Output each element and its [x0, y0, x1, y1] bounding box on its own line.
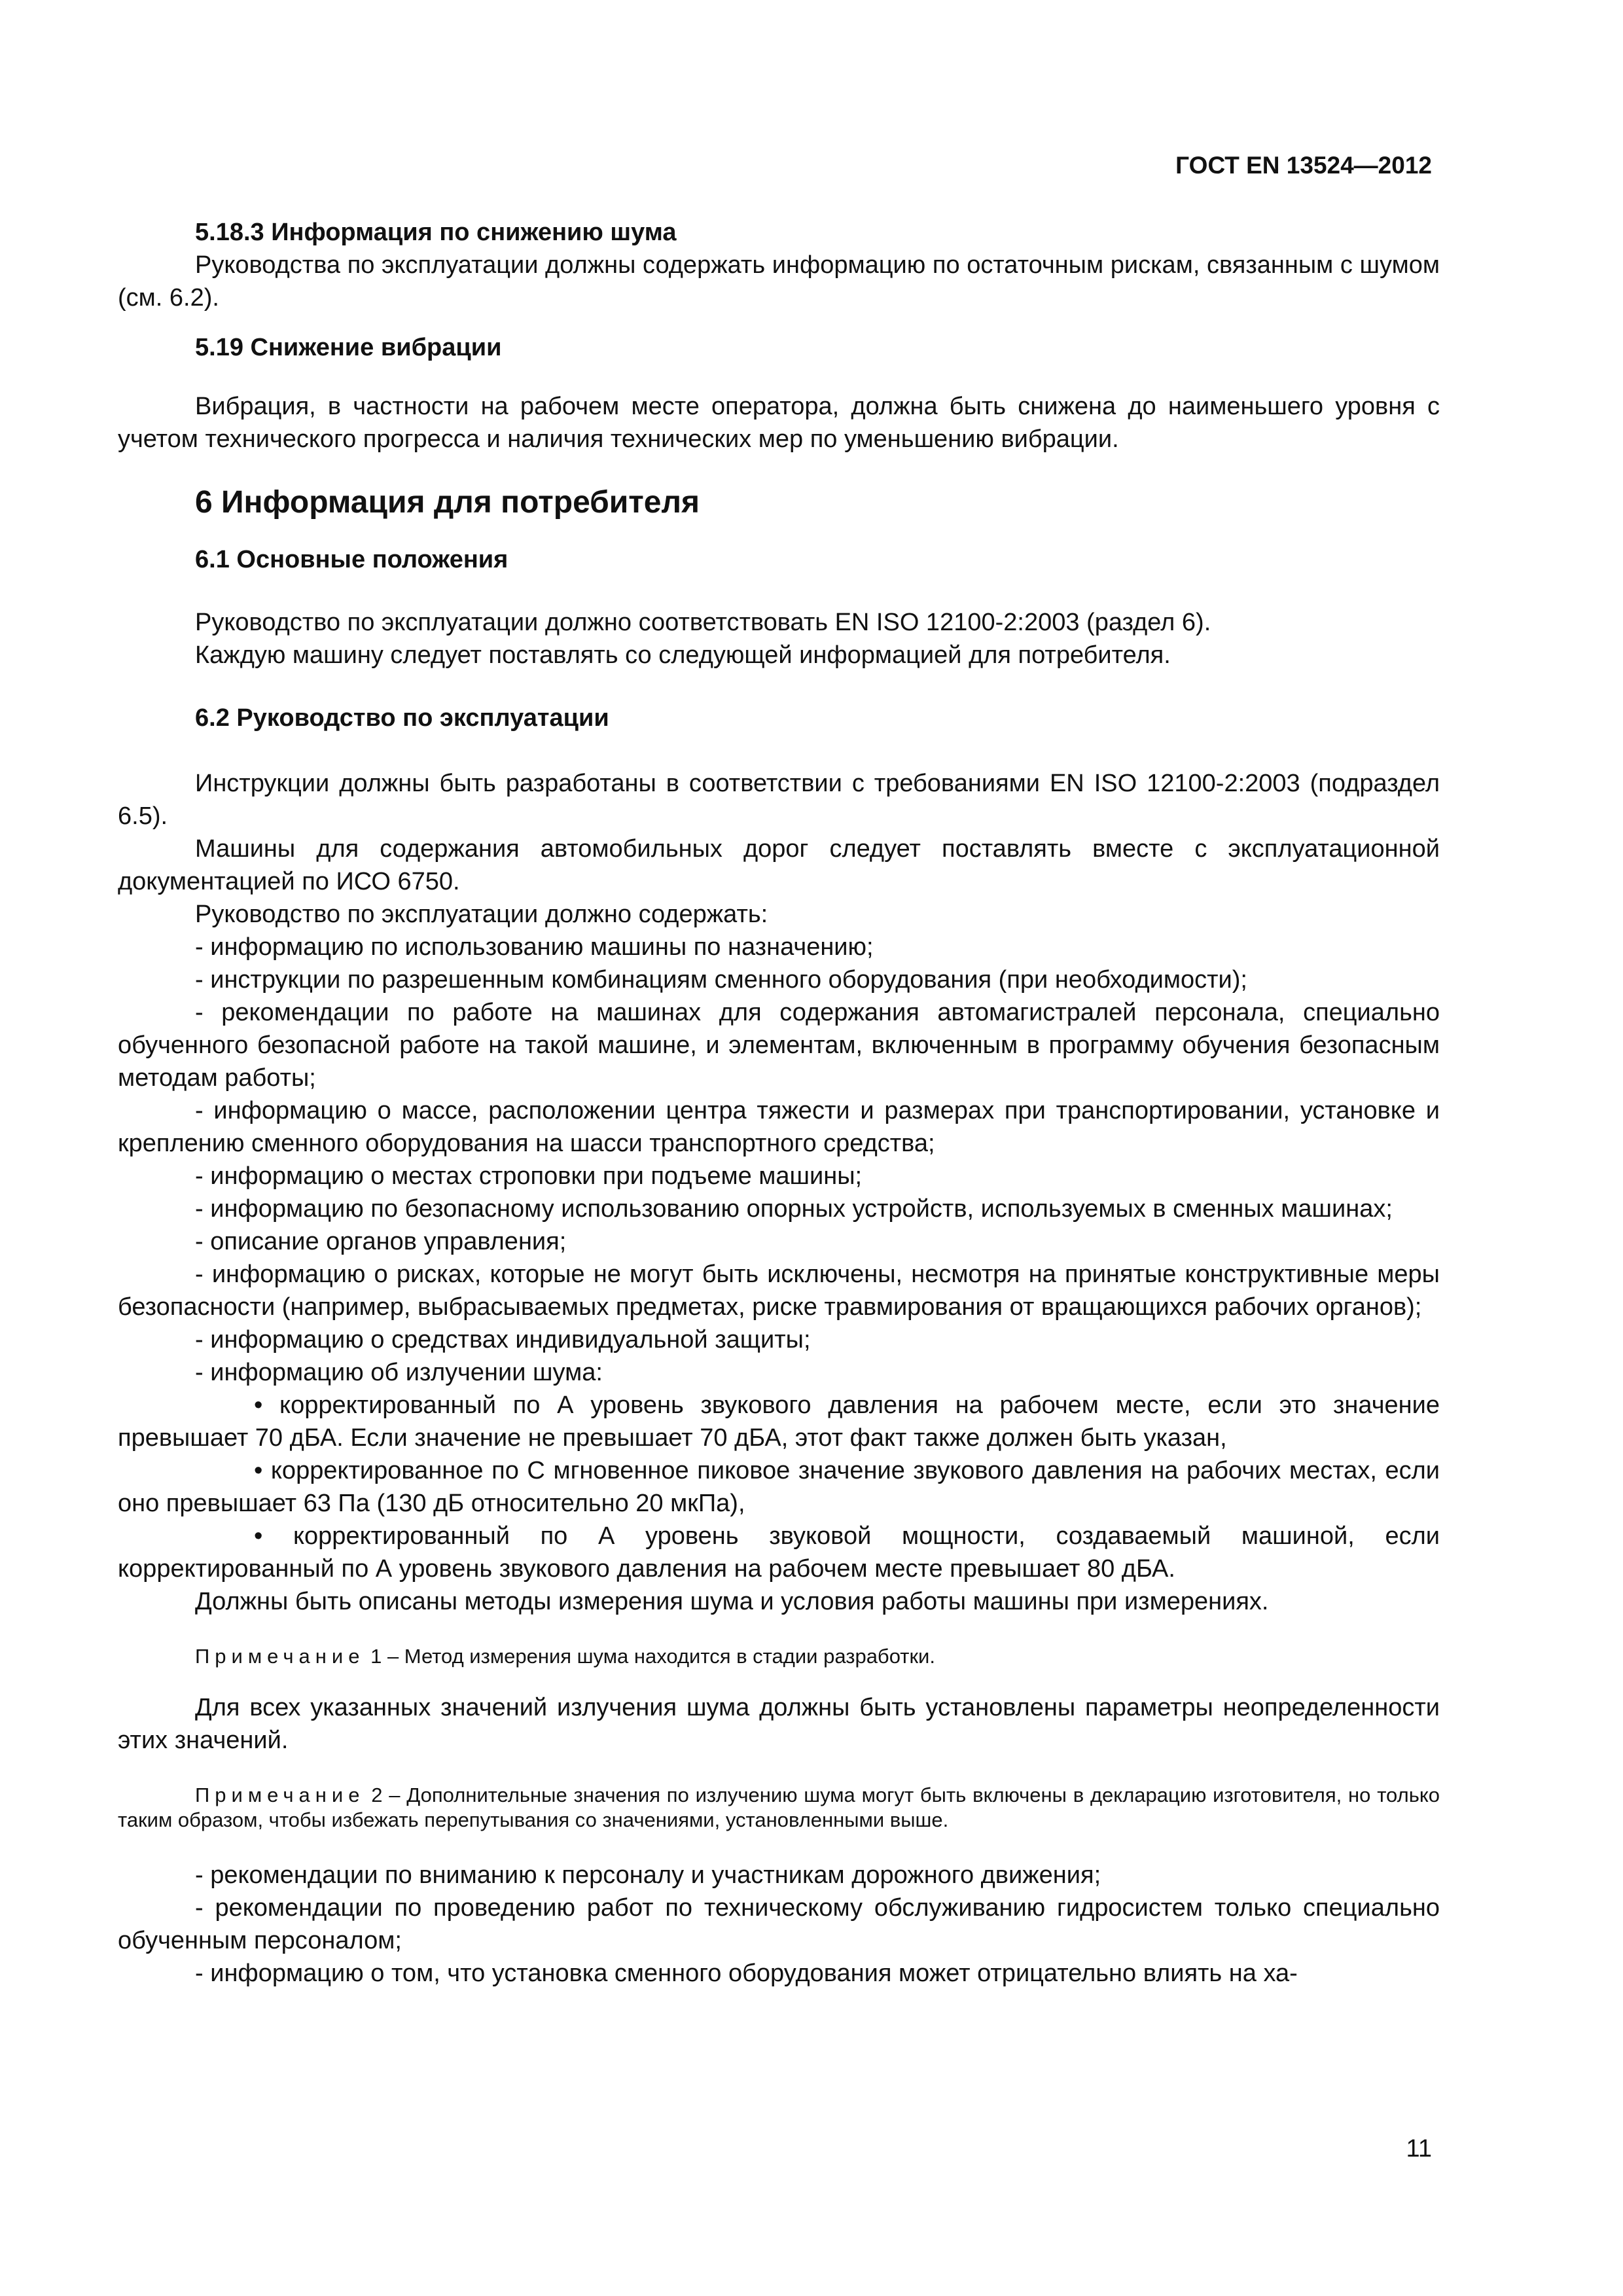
- note-number: 2: [371, 1784, 383, 1806]
- note-text: – Дополнительные значения по излучению шума могут быть включены в декларацию изготовителя, но только таким образом, чтобы избежать перепутывания со значениями, установленными выше.: [118, 1784, 1440, 1831]
- document-body: [118, 216, 1440, 1990]
- heading-5-19: 5.19 Снижение вибрации: [195, 334, 502, 361]
- list-item: - информацию о том, что установка сменного оборудования может отрицательно влиять на ха-: [195, 1960, 1298, 1987]
- paragraph: Руководство по эксплуатации должно соответствовать EN ISO 12100-2:2003 (раздел 6).: [195, 609, 1211, 636]
- heading-section-6: 6 Информация для потребителя: [195, 485, 700, 520]
- note-label: Примечание: [195, 1784, 365, 1806]
- paragraph: Руководство по эксплуатации должно содержать:: [195, 901, 768, 928]
- list-item: - описание органов управления;: [195, 1228, 567, 1255]
- paragraph: Должны быть описаны методы измерения шума и условия работы машины при измерениях.: [195, 1588, 1269, 1615]
- paragraph: Инструкции должны быть разработаны в соответствии с требованиями EN ISO 12100-2:2003 (подраздел 6.5).: [118, 770, 1440, 830]
- list-item: - инструкции по разрешенным комбинациям сменного оборудования (при необходимости);: [195, 966, 1247, 994]
- note-1: [118, 1644, 1440, 1669]
- note-text: – Метод измерения шума находится в стадии разработки.: [387, 1645, 935, 1668]
- list-item: - рекомендации по работе на машинах для содержания автомагистралей персонала, специально обученного безопасной работе на такой машине, и элементам, включенным в программу обучения безопасным методам работы;: [118, 999, 1440, 1092]
- list-item: - информацию о местах строповки при подъеме машины;: [195, 1162, 863, 1190]
- paragraph: Машины для содержания автомобильных дорог следует поставлять вместе с эксплуатационной документацией по ИСО 6750.: [118, 835, 1440, 895]
- list-item: - информацию по использованию машины по назначению;: [195, 933, 874, 961]
- list-item: - рекомендации по вниманию к персоналу и участникам дорожного движения;: [195, 1861, 1101, 1889]
- bullet-item: • корректированный по А уровень звукового давления на рабочем месте, если это значение превышает 70 дБА. Если значение не превышает 70 дБА, этот факт также должен быть указан,: [118, 1391, 1440, 1452]
- list-item: - информацию о массе, расположении центра тяжести и размерах при транспортировании, установке и креплению сменного оборудования на шасси транспортного средства;: [118, 1097, 1440, 1157]
- document-header-code: ГОСТ EN 13524—2012: [1175, 152, 1432, 179]
- list-item: - информацию об излучении шума:: [195, 1359, 603, 1386]
- heading-5-18-3: 5.18.3 Информация по снижению шума: [195, 219, 677, 246]
- note-2: [118, 1783, 1440, 1833]
- paragraph: Руководства по эксплуатации должны содержать информацию по остаточным рискам, связанным с шумом (см. 6.2).: [118, 251, 1440, 312]
- paragraph: Вибрация, в частности на рабочем месте оператора, должна быть снижена до наименьшего уровня с учетом технического прогресса и наличия технических мер по уменьшению вибрации.: [118, 393, 1440, 453]
- note-label: Примечание: [195, 1645, 365, 1668]
- heading-6-1: 6.1 Основные положения: [195, 546, 508, 573]
- paragraph: Для всех указанных значений излучения шума должны быть установлены параметры неопределенности этих значений.: [118, 1694, 1440, 1754]
- heading-6-2: 6.2 Руководство по эксплуатации: [195, 704, 609, 732]
- list-item: - рекомендации по проведению работ по техническому обслуживанию гидросистем только специально обученным персоналом;: [118, 1894, 1440, 1954]
- bullet-item: • корректированный по А уровень звуковой мощности, создаваемый машиной, если корректированный по А уровень звукового давления на рабочем месте превышает 80 дБА.: [118, 1522, 1440, 1583]
- list-item: - информацию о средствах индивидуальной защиты;: [195, 1326, 811, 1354]
- list-item: - информацию о рисках, которые не могут быть исключены, несмотря на принятые конструктивные меры безопасности (например, выбрасываемых предметах, риске травмирования от вращающихся рабочих органов);: [118, 1261, 1440, 1321]
- paragraph: Каждую машину следует поставлять со следующей информацией для потребителя.: [195, 641, 1171, 669]
- list-item: - информацию по безопасному использованию опорных устройств, используемых в сменных машинах;: [195, 1195, 1393, 1223]
- page-number: 11: [1406, 2135, 1432, 2162]
- note-number: 1: [370, 1645, 382, 1668]
- bullet-item: • корректированное по С мгновенное пиковое значение звукового давления на рабочих местах, если оно превышает 63 Па (130 дБ относительно 20 мкПа),: [118, 1457, 1440, 1517]
